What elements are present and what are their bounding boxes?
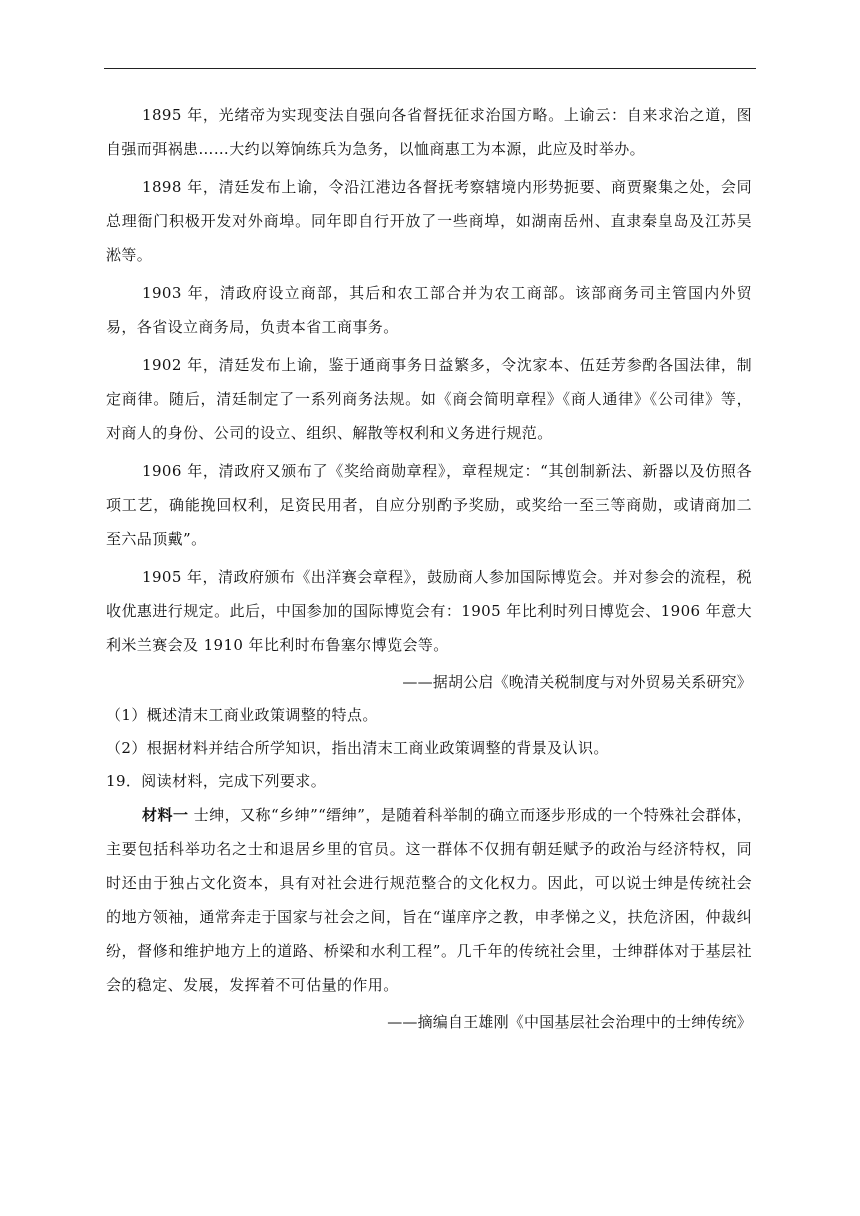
material-paragraph-1898: 1898 年，清廷发布上谕，令沿江港边各督抚考察辖境内形势扼要、商贾聚集之处，会同总理衙门积极开发对外商埠。同年即自行开放了一些商埠，如湖南岳州、直隶秦皇岛及江苏吴淞等。 — [106, 178, 752, 264]
material-one-label: 材料一 — [142, 806, 189, 824]
material-paragraph-1906: 1906 年，清政府又颁布了《奖给商勋章程》，章程规定：“其创制新法、新器以及仿照各项工艺，确能挽回权利，足资民用者，自应分别酌予奖励，或奖给一至三等商勋，或请商加二至六品顶戴”。 — [106, 462, 752, 548]
material-paragraph-1905: 1905 年，清政府颁布《出洋赛会章程》，鼓励商人参加国际博览会。并对参会的流程，税收优惠进行规定。此后，中国参加的国际博览会有：1905 年比利时列日博览会、1906 年意大利米兰赛会及 1910 年比利时布鲁塞尔博览会等。 — [106, 568, 752, 654]
sub-question-1: （1）概述清末工商业政策调整的特点。 — [106, 706, 378, 724]
question-19-heading: 19．阅读材料，完成下列要求。 — [106, 772, 327, 790]
source-citation-1: ——据胡公启《晚清关税制度与对外贸易关系研究》 — [402, 673, 752, 691]
document-body — [106, 98, 752, 1039]
source-citation-2: ——摘编自王雄刚《中国基层社会治理中的士绅传统》 — [387, 1013, 752, 1031]
material-one-paragraph — [106, 798, 752, 1002]
material-one-text: 士绅，又称“乡绅”“缙绅”，是随着科举制的确立而逐步形成的一个特殊社会群体，主要包括科举功名之士和退居乡里的官员。这一群体不仅拥有朝廷赋予的政治与经济特权，同时还由于独占文化资本，具有对社会进行规范整合的文化权力。因此，可以说士绅是传统社会的地方领袖，通常奔走于国家与社会之间，旨在“谨庠序之教，申孝悌之义，扶危济困，仲裁纠纷，督修和维护地方上的道路、桥梁和水利工程”。几千年的传统社会里，士绅群体对于基层社会的稳定、发展，发挥着不可估量的作用。 — [106, 806, 753, 994]
material-paragraph-1895: 1895 年，光绪帝为实现变法自强向各省督抚征求治国方略。上谕云：自来求治之道，图自强而弭祸患……大约以筹饷练兵为急务，以恤商惠工为本源，此应及时举办。 — [106, 106, 752, 158]
header-rule — [104, 68, 756, 69]
material-paragraph-1903: 1903 年，清政府设立商部，其后和农工部合并为农工商部。该部商务司主管国内外贸易，各省设立商务局，负责本省工商事务。 — [106, 284, 752, 336]
material-paragraph-1902: 1902 年，清廷发布上谕，鉴于通商事务日益繁多，令沈家本、伍廷芳参酌各国法律，制定商律。随后，清廷制定了一系列商务法规。如《商会简明章程》《商人通律》《公司律》等，对商人的身份、公司的设立、组织、解散等权利和义务进行规范。 — [106, 356, 752, 442]
sub-question-2: （2）根据材料并结合所学知识，指出清末工商业政策调整的背景及认识。 — [106, 739, 609, 757]
